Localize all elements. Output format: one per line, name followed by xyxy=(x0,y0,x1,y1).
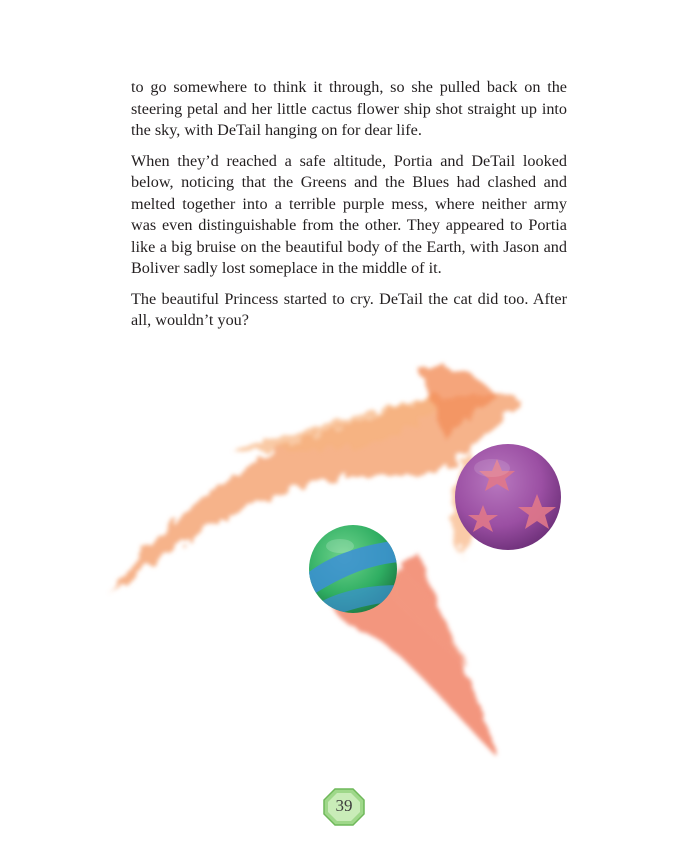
paragraph-3: The beautiful Princess started to cry. DeTail the cat did too. After all, wouldn’t you? xyxy=(131,289,567,329)
page-number-badge xyxy=(322,787,366,827)
paragraph-1: to go somewhere to think it through, so she pulled back on the steering petal and her little cactus flower ship shot straight up into the sky, with DeTail hanging on for dear life. xyxy=(131,78,567,139)
comet-balls-illustration xyxy=(0,340,691,780)
page-number: 39 xyxy=(335,796,353,815)
paragraph-2: When they’d reached a safe altitude, Portia and DeTail looked below, noticing that the Greens and the Blues had clashed and melted together into a terrible purple mess, where neither army was even distinguishable from the other. They appeared to Portia like a big bruise on the beautiful body of the Earth, with Jason and Boliver sadly lost someplace in the middle of it. xyxy=(131,151,567,277)
story-text xyxy=(131,77,567,341)
purple-star-ball xyxy=(455,444,561,550)
